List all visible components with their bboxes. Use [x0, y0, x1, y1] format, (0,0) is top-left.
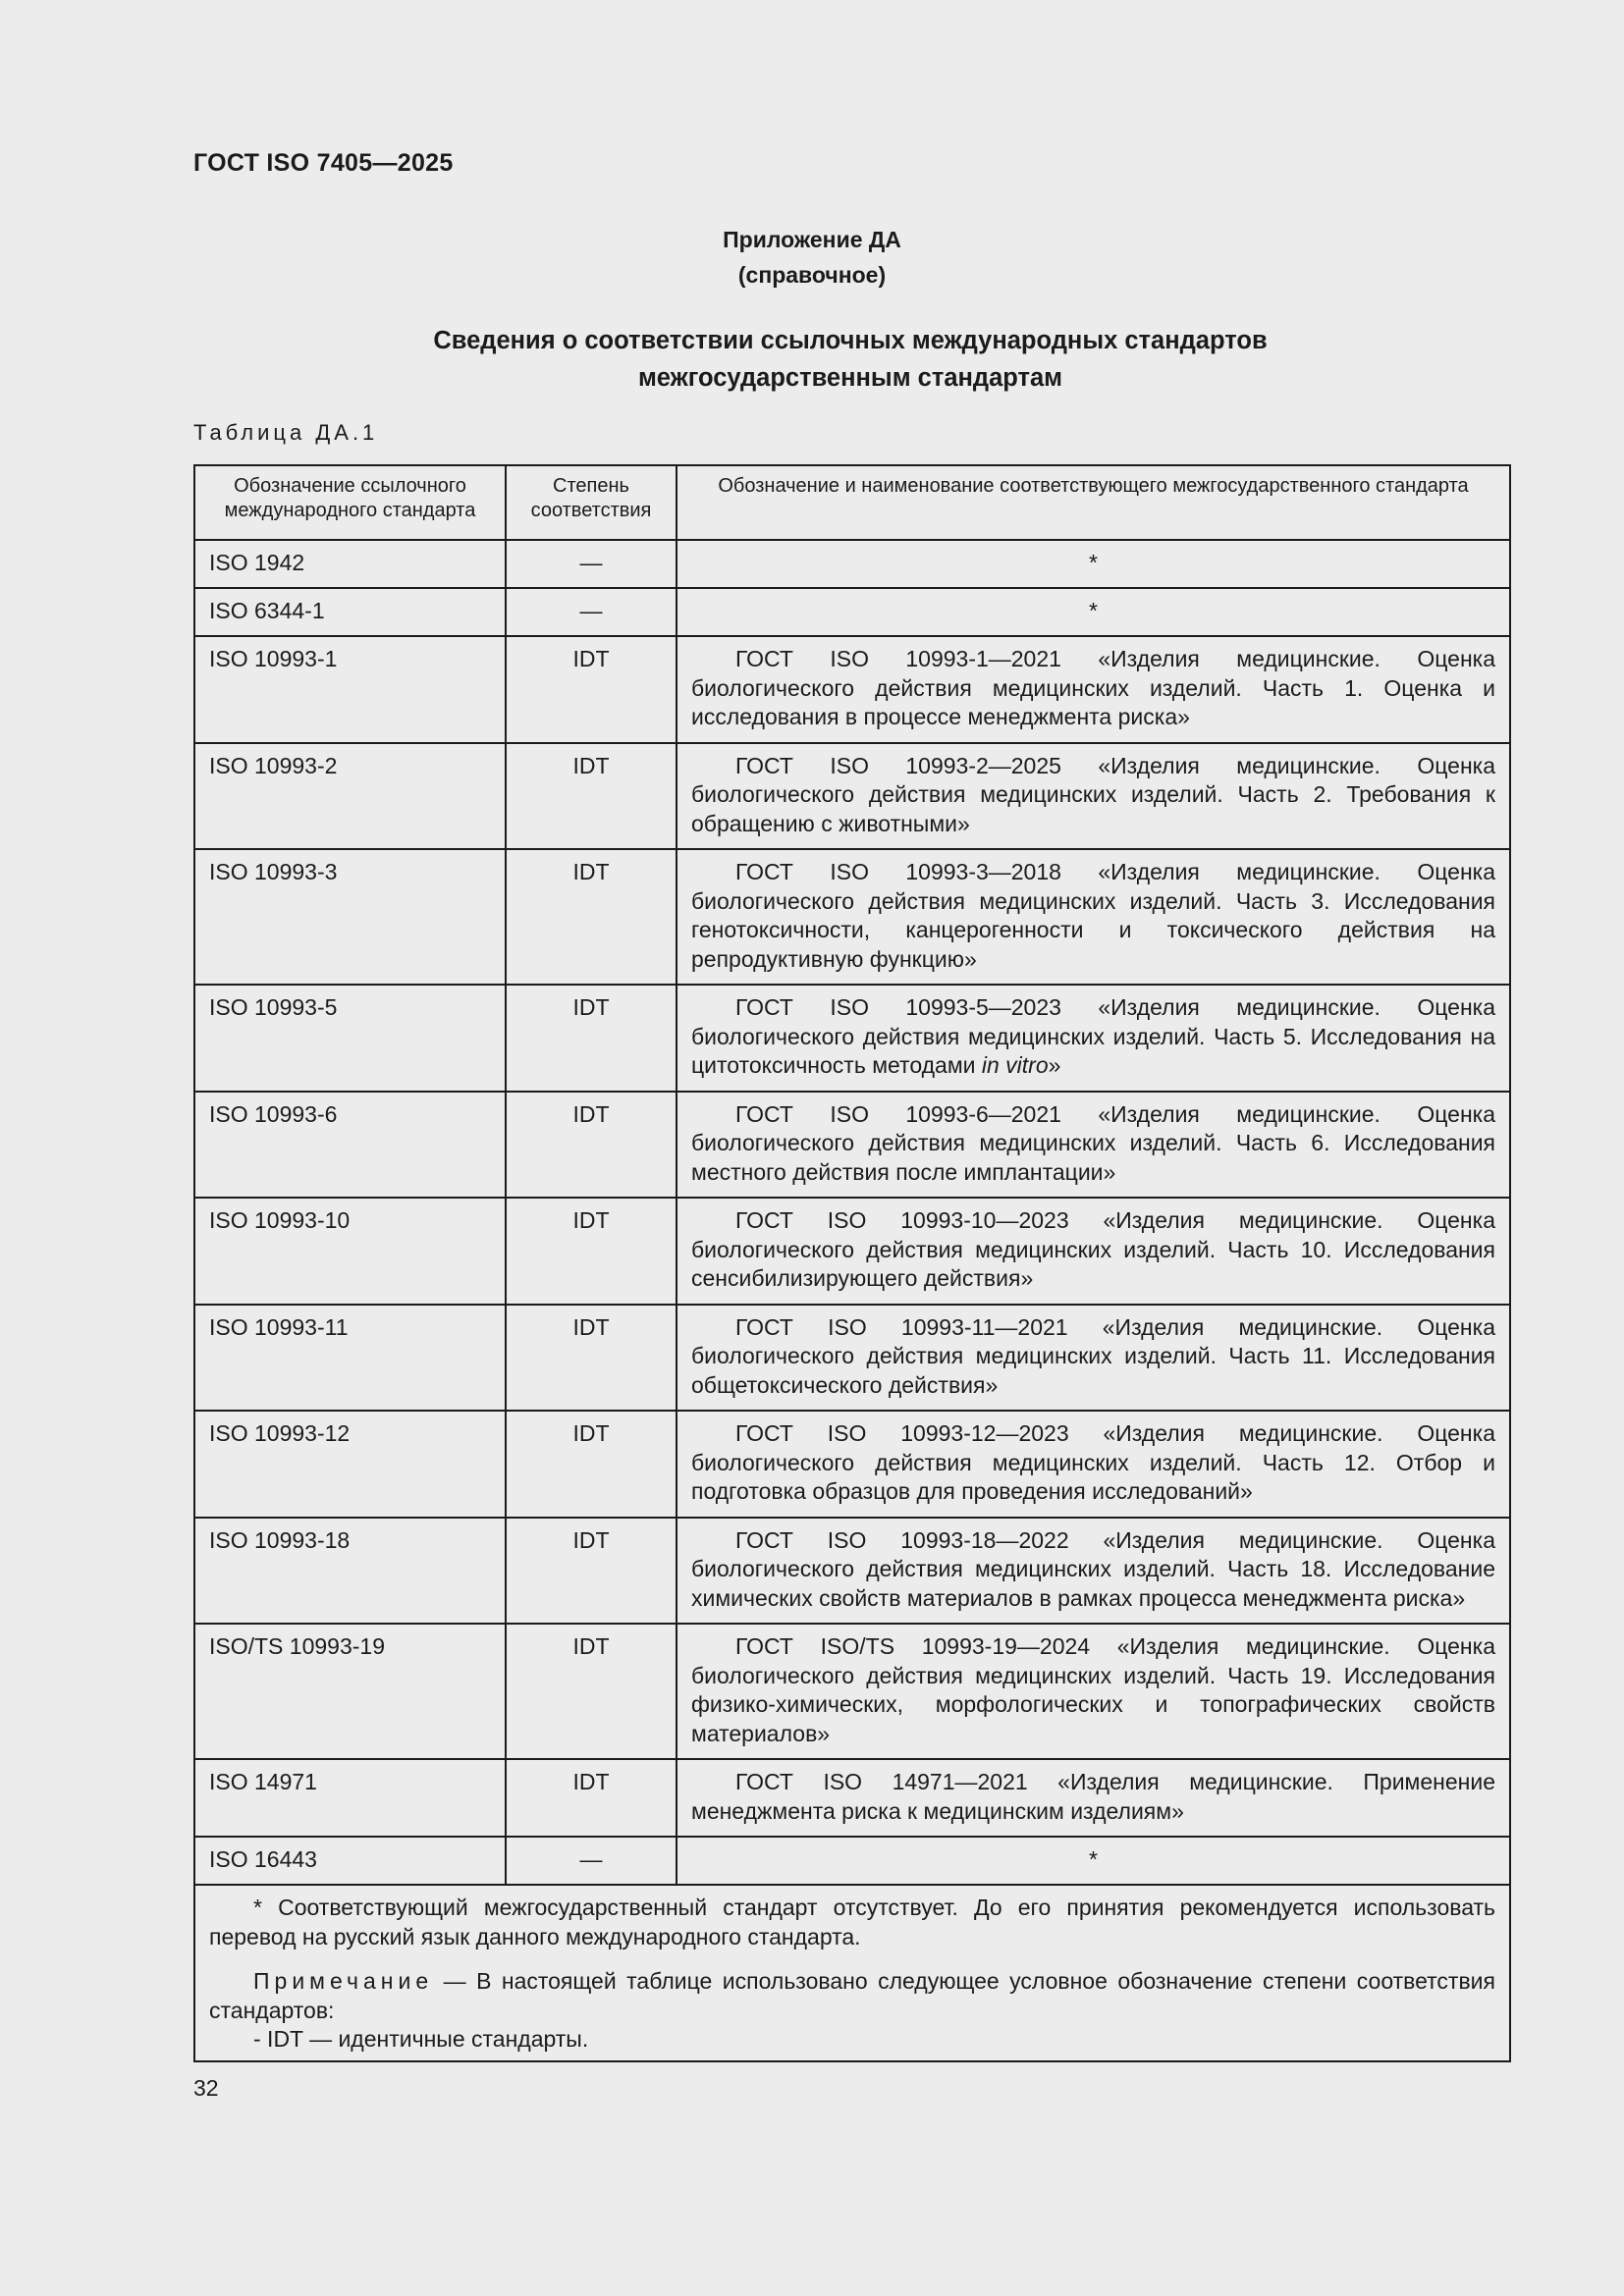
cell-national-text-italic: in vitro: [981, 1052, 1049, 1078]
cell-degree: IDT: [506, 743, 677, 850]
annex-heading-line-2: межгосударственным стандартам: [637, 364, 1063, 392]
cell-reference: ISO 10993-18: [194, 1518, 506, 1625]
cell-national-text-main: ГОСТ ISO 10993-5—2023 «Изделия медицинские. Оценка биологического действия медицинских изделий. Часть 5. Исследования на цитотоксичность методами: [691, 994, 1495, 1078]
cell-national-text: ГОСТ ISO 10993-12—2023 «Изделия медицинские. Оценка биологического действия медицинских изделий. Часть 12. Отбор и подготовка образцов для проведения исследований»: [691, 1420, 1495, 1504]
table-row: [194, 1411, 1510, 1518]
cell-national: [677, 1198, 1510, 1305]
table-row: [194, 1305, 1510, 1412]
table-note-label: Примечание: [253, 1968, 434, 1994]
cell-reference: ISO 1942: [194, 540, 506, 588]
cell-national: [677, 1305, 1510, 1412]
cell-national-text: ГОСТ ISO 10993-11—2021 «Изделия медицинские. Оценка биологического действия медицинских изделий. Часть 11. Исследования общетоксического действия»: [691, 1313, 1495, 1398]
cell-reference: ISO 10993-2: [194, 743, 506, 850]
cell-degree: IDT: [506, 1198, 677, 1305]
table-row: [194, 849, 1510, 985]
cell-national: *: [677, 540, 1510, 588]
cell-degree: IDT: [506, 849, 677, 985]
cell-degree: IDT: [506, 985, 677, 1092]
table-row: [194, 588, 1510, 636]
table-row: [194, 1198, 1510, 1305]
cell-degree: IDT: [506, 1411, 677, 1518]
cell-national-text: ГОСТ ISO 10993-18—2022 «Изделия медицинские. Оценка биологического действия медицинских изделий. Часть 18. Исследование химических свойств материалов в рамках процесса менеджмента риска»: [691, 1526, 1495, 1611]
table-footnote-row: [194, 1885, 1510, 2061]
table-row: [194, 540, 1510, 588]
cell-reference: ISO 10993-5: [194, 985, 506, 1092]
cell-national: [677, 1092, 1510, 1199]
cell-reference: ISO 10993-11: [194, 1305, 506, 1412]
annex-heading-line-1: Сведения о соответствии ссылочных международных стандартов: [433, 327, 1268, 354]
cell-national: [677, 636, 1510, 743]
table-row: [194, 1837, 1510, 1885]
cell-national: [677, 849, 1510, 985]
column-header-degree: Степень соответствия: [506, 465, 677, 540]
cell-reference: ISO 10993-3: [194, 849, 506, 985]
table-row: [194, 1624, 1510, 1759]
cell-national-text: ГОСТ ISO 14971—2021 «Изделия медицинские. Применение менеджмента риска к медицинским изделиям»: [691, 1769, 1495, 1824]
table-header-row: [194, 465, 1510, 540]
table-row: [194, 1518, 1510, 1625]
cell-national: [677, 1411, 1510, 1518]
cell-degree: IDT: [506, 1518, 677, 1625]
table-row: [194, 743, 1510, 850]
cell-degree: IDT: [506, 636, 677, 743]
cell-reference: ISO 10993-6: [194, 1092, 506, 1199]
cell-reference: ISO 16443: [194, 1837, 506, 1885]
reference-standards-table: [193, 464, 1511, 2062]
cell-national: [677, 985, 1510, 1092]
cell-degree: IDT: [506, 1624, 677, 1759]
cell-national-text: ГОСТ ISO 10993-6—2021 «Изделия медицинские. Оценка биологического действия медицинских изделий. Часть 6. Исследования местного действия после имплантации»: [691, 1100, 1495, 1185]
cell-national-text: ГОСТ ISO/TS 10993-19—2024 «Изделия медицинские. Оценка биологического действия медицинских изделий. Часть 19. Исследования физико-химических, морфологических и топографических свойств материалов»: [691, 1633, 1495, 1746]
annex-title: Приложение ДА: [723, 227, 901, 252]
cell-national: *: [677, 1837, 1510, 1885]
cell-national-text: ГОСТ ISO 10993-3—2018 «Изделия медицинские. Оценка биологического действия медицинских изделий. Часть 3. Исследования генотоксичности, канцерогенности и токсического действия на репродуктивную функцию»: [691, 859, 1495, 972]
table-caption: Таблица ДА.1: [193, 420, 379, 445]
table-row: [194, 1092, 1510, 1199]
table-note-text: — В настоящей таблице использовано следующее условное обозначение степени соответствия стандартов:: [209, 1968, 1495, 2023]
cell-national-text: ГОСТ ISO 10993-2—2025 «Изделия медицинские. Оценка биологического действия медицинских изделий. Часть 2. Требования к обращению с животными»: [691, 752, 1495, 836]
cell-reference: ISO 10993-12: [194, 1411, 506, 1518]
cell-national-text: [691, 993, 1495, 1081]
annex-heading: [0, 322, 1624, 397]
table-note: [209, 1967, 1495, 2025]
annex-subtitle: (справочное): [737, 262, 887, 288]
cell-national-text: ГОСТ ISO 10993-1—2021 «Изделия медицинские. Оценка биологического действия медицинских изделий. Часть 1. Оценка и исследования в процессе менеджмента риска»: [691, 646, 1495, 729]
table-footnote: * Соответствующий межгосударственный стандарт отсутствует. До его принятия рекомендуется использовать перевод на русский язык данного международного стандарта.: [209, 1895, 1495, 1949]
cell-degree: —: [506, 540, 677, 588]
cell-national: [677, 743, 1510, 850]
cell-reference: ISO/TS 10993-19: [194, 1624, 506, 1759]
cell-degree: —: [506, 588, 677, 636]
cell-degree: IDT: [506, 1092, 677, 1199]
table-note-item: - IDT — идентичные стандарты.: [253, 2026, 589, 2052]
cell-reference: ISO 14971: [194, 1759, 506, 1837]
cell-reference: ISO 10993-1: [194, 636, 506, 743]
cell-national-text-end: »: [1048, 1052, 1061, 1078]
document-code: ГОСТ ISO 7405—2025: [193, 149, 454, 177]
cell-national: [677, 1759, 1510, 1837]
table-row: [194, 1759, 1510, 1837]
cell-degree: IDT: [506, 1305, 677, 1412]
cell-national: *: [677, 588, 1510, 636]
cell-national: [677, 1624, 1510, 1759]
table-row: [194, 636, 1510, 743]
table-row: [194, 985, 1510, 1092]
page-number: 32: [193, 2075, 219, 2101]
cell-national-text: ГОСТ ISO 10993-10—2023 «Изделия медицинские. Оценка биологического действия медицинских изделий. Часть 10. Исследования сенсибилизирующего действия»: [691, 1207, 1495, 1291]
cell-degree: IDT: [506, 1759, 677, 1837]
table-footnote-cell: [194, 1885, 1510, 2061]
cell-reference: ISO 6344-1: [194, 588, 506, 636]
cell-national: [677, 1518, 1510, 1625]
cell-degree: —: [506, 1837, 677, 1885]
cell-reference: ISO 10993-10: [194, 1198, 506, 1305]
column-header-reference: Обозначение ссылочного международного стандарта: [194, 465, 506, 540]
column-header-national: Обозначение и наименование соответствующего межгосударственного стандарта: [677, 465, 1510, 540]
